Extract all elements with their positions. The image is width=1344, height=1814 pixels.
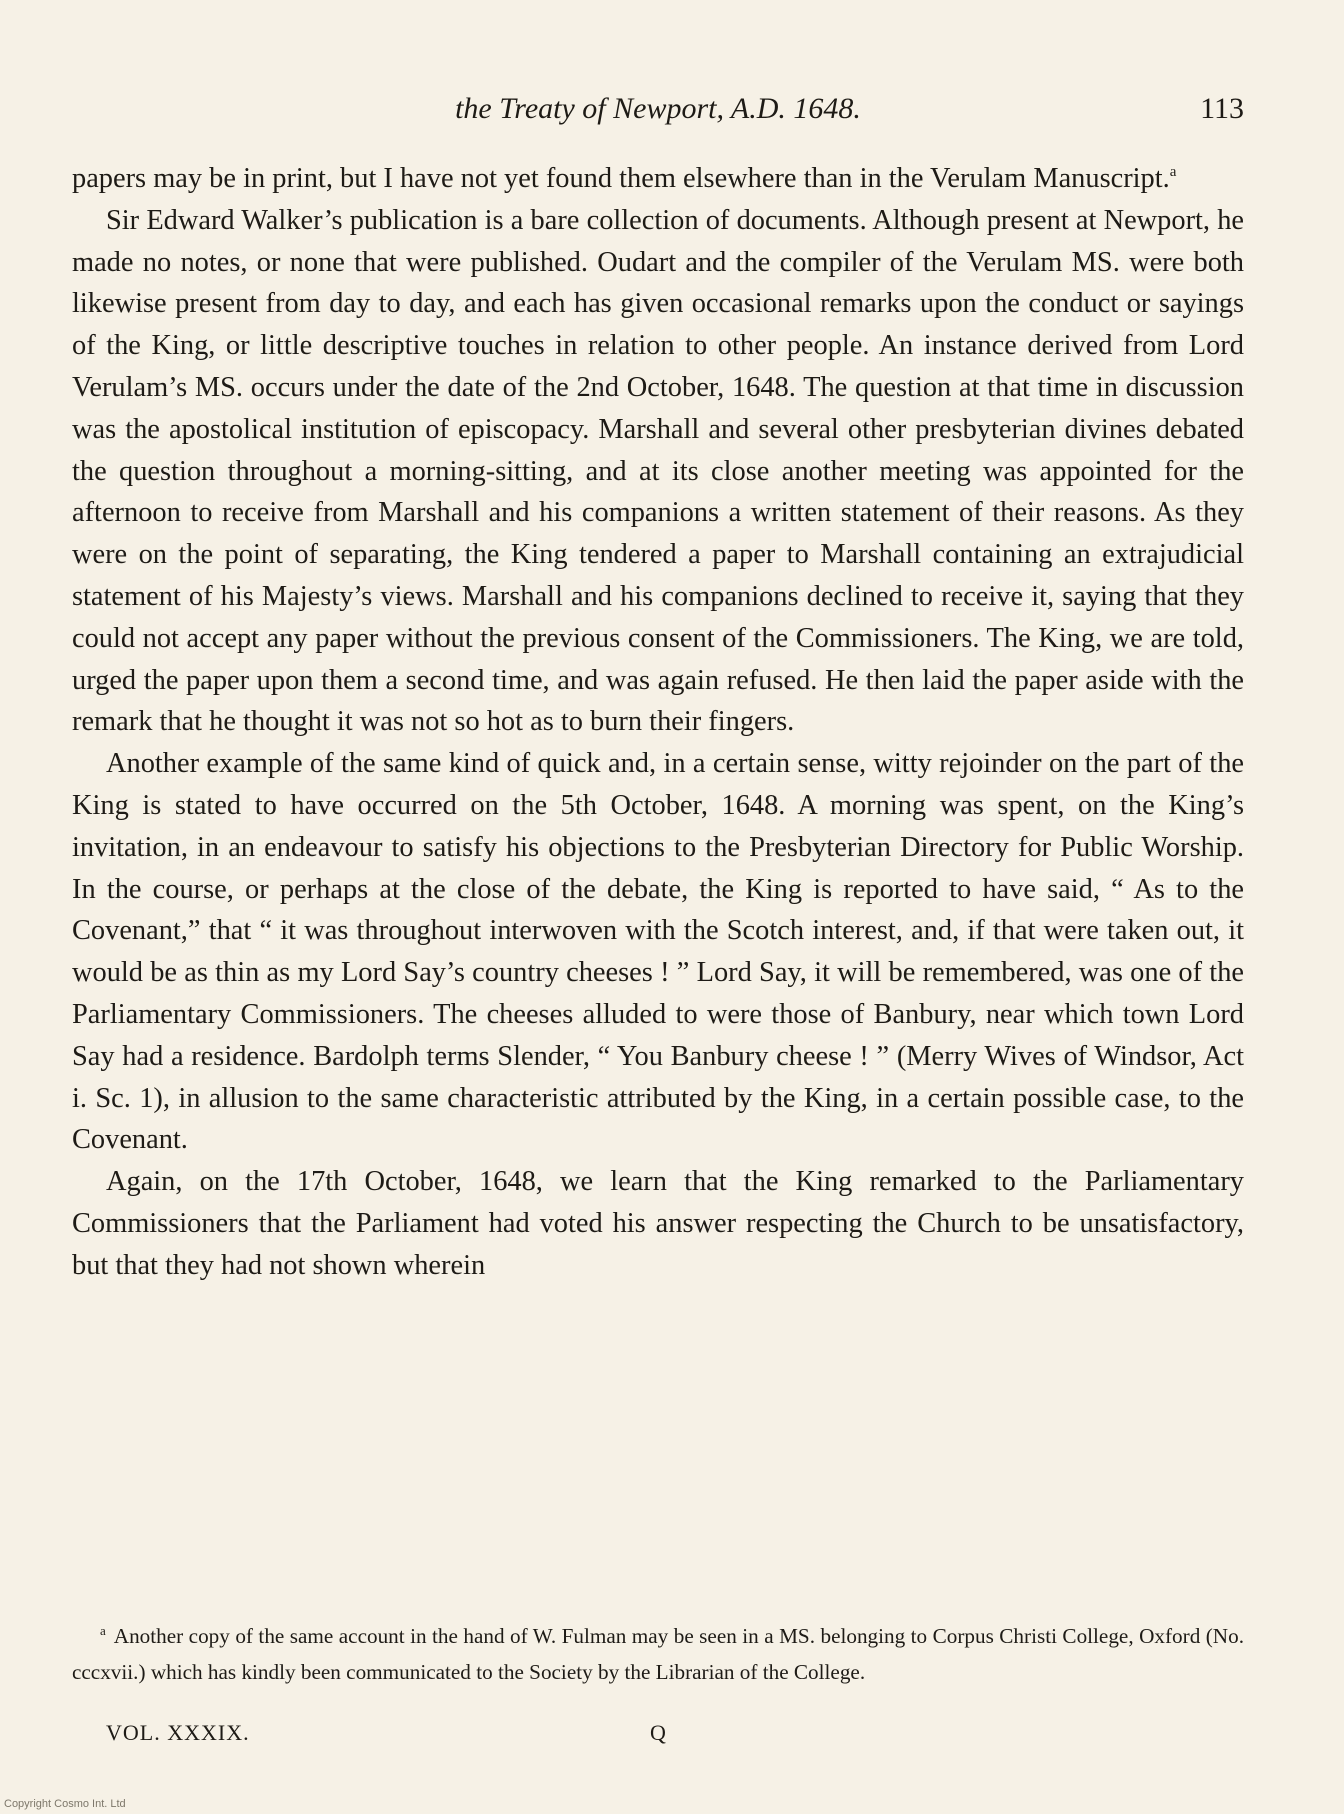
paragraph-4: Again, on the 17th October, 1648, we learn that the King remarked to the Parliamentary Commissioners that the Parliament had voted his answer respecting the Church to be unsatisfactory, but that they had not shown wherein	[72, 1166, 1244, 1281]
footnote-text: Another copy of the same account in the hand of W. Fulman may be seen in a MS. belonging to Corpus Christi College, Oxford (No. cccxvii.) which has kindly been communicated to the Society by the Librarian of the College.	[72, 1624, 1244, 1684]
running-title: the Treaty of Newport, A.D. 1648.	[455, 92, 861, 125]
footnote	[72, 1613, 1244, 1690]
page-footer	[106, 1720, 1246, 1756]
footnote-reference: a	[1169, 164, 1177, 180]
paragraph-1	[72, 158, 1244, 200]
signature-mark: Q	[650, 1720, 666, 1745]
paragraph-2: Sir Edward Walker’s publication is a bare collection of documents. Although present at Newport, he made no notes, or none that were published. Oudart and the compiler of the Verulam MS. were both likewise present from day to day, and each has given occasional remarks upon the conduct or sayings of the King, or little descriptive touches in relation to other people. An instance derived from Lord Verulam’s MS. occurs under the date of the 2nd October, 1648. The question at that time in discussion was the apostolical institution of episcopacy. Marshall and several other presbyterian divines debated the question throughout a morning-sitting, and at its close another meeting was appointed for the afternoon to receive from Marshall and his companions a written statement of their reasons. As they were on the point of separating, the King tendered a paper to Marshall containing an extrajudicial statement of his Majesty’s views. Marshall and his companions declined to receive it, saying that they could not accept any paper without the previous consent of the Commissioners. The King, we are told, urged the paper upon them a second time, and was again refused. He then laid the paper aside with the remark that he thought it was not so hot as to burn their fingers.	[72, 204, 1244, 738]
footnote-symbol: a	[100, 1623, 106, 1638]
volume-label: VOL. XXXIX.	[106, 1720, 250, 1745]
paragraph-3: Another example of the same kind of quick and, in a certain sense, witty rejoinder on the part of the King is stated to have occurred on the 5th October, 1648. A morning was spent, on the King’s invitation, in an endeavour to satisfy his objections to the Presbyterian Directory for Public Worship. In the course, or perhaps at the close of the debate, the King is reported to have said, “ As to the Covenant,” that “ it was throughout interwoven with the Scotch interest, and, if that were taken out, it would be as thin as my Lord Say’s country cheeses ! ” Lord Say, it will be remembered, was one of the Parliamentary Commissioners. The cheeses alluded to were those of Banbury, near which town Lord Say had a residence. Bardolph terms Slender, “ You Banbury cheese ! ” (Merry Wives of Windsor, Act i. Sc. 1), in allusion to the same characteristic attributed by the King, in a certain possible case, to the Covenant.	[72, 748, 1244, 1156]
copyright-watermark: Copyright Cosmo Int. Ltd	[4, 1798, 126, 1810]
paragraph-text: papers may be in print, but I have not yet found them elsewhere than in the Verulam Manuscript.	[72, 163, 1170, 194]
body-text	[72, 158, 1244, 1287]
page-header	[72, 92, 1244, 132]
page-number: 113	[1200, 92, 1244, 125]
